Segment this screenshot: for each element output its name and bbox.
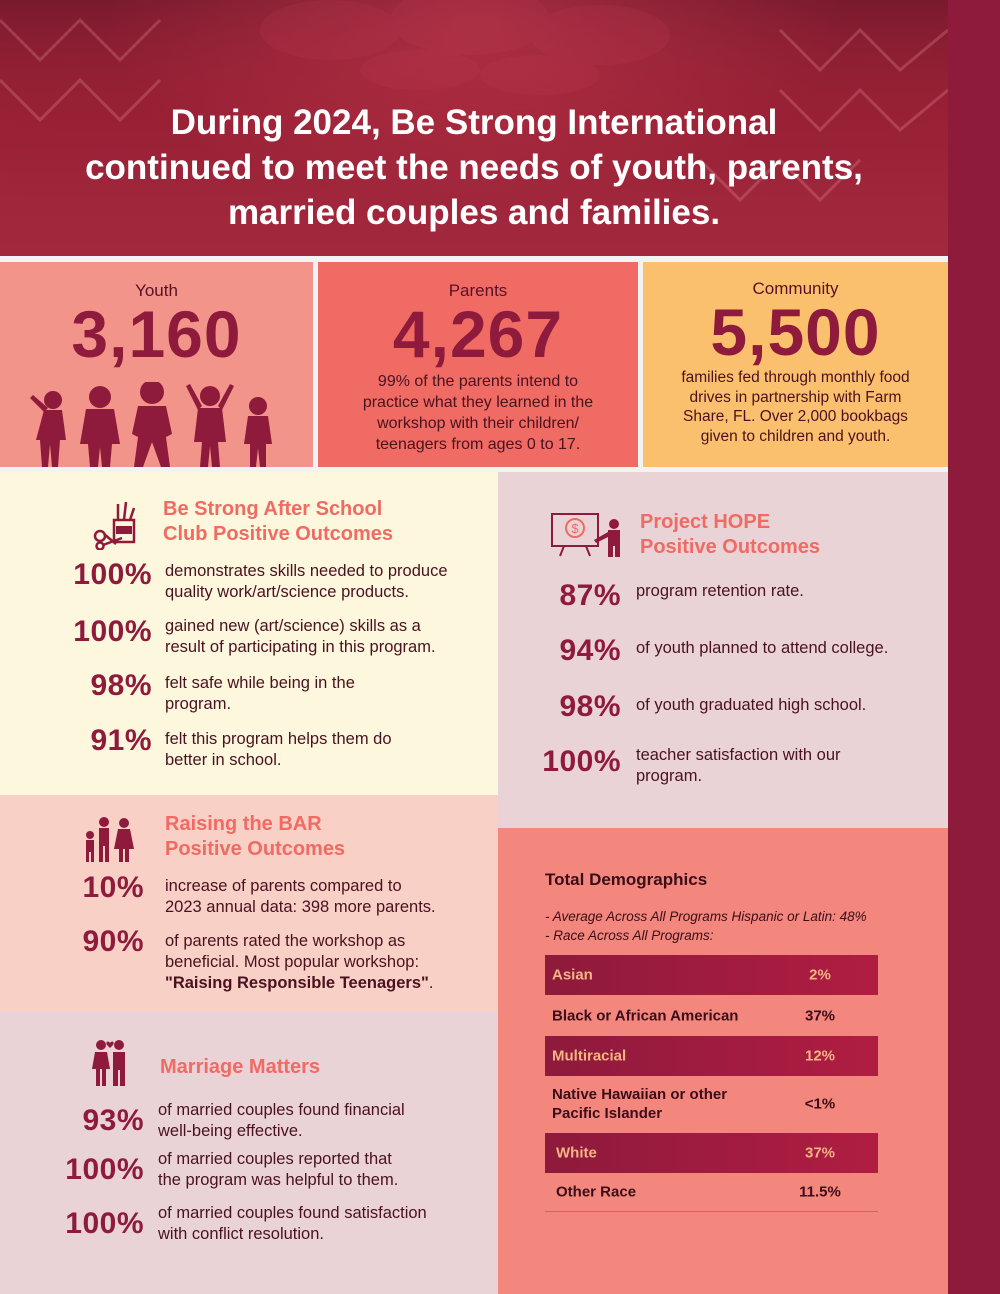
marriage-stat-line: of married couples reported that xyxy=(158,1150,392,1168)
community-desc-line: given to children and youth. xyxy=(700,427,891,445)
community-label: Community xyxy=(752,279,839,298)
demographics-row-name xyxy=(552,1085,727,1123)
hope-stat-text xyxy=(636,745,841,787)
club-stat-percent: 100% xyxy=(73,615,152,648)
bar-stat-text xyxy=(165,876,436,918)
demographics-row-value: 12% xyxy=(804,1047,836,1065)
parents-stat-box xyxy=(318,262,638,467)
marriage-stat-line: of married couples found financial xyxy=(158,1101,405,1119)
club-stat-text xyxy=(165,561,448,603)
community-desc-line: families fed through monthly food xyxy=(681,369,910,386)
demographics-row xyxy=(545,1080,878,1128)
marriage-stat-line: of married couples found satisfaction xyxy=(158,1204,427,1222)
hope-stat-text xyxy=(636,695,866,716)
community-desc-line: Share, FL. Over 2,000 bookbags xyxy=(683,408,908,425)
community-stat-box xyxy=(643,262,948,467)
club-stat-text xyxy=(165,616,436,658)
community-number: 5,500 xyxy=(710,295,881,369)
club-title-line: Club Positive Outcomes xyxy=(163,523,394,545)
bar-stat-percent: 90% xyxy=(82,925,144,958)
parents-desc-line: 99% of the parents intend to xyxy=(377,373,579,390)
hope-title-line: Project HOPE xyxy=(640,511,771,533)
marriage-stat-line: well-being effective. xyxy=(158,1122,303,1140)
demographics-row-name: Asian xyxy=(552,966,593,984)
demographics-row xyxy=(545,955,878,995)
demographics-row xyxy=(545,1036,878,1076)
bar-stat-percent: 10% xyxy=(82,871,144,904)
after-school-club-section xyxy=(0,472,498,795)
marriage-matters-section xyxy=(0,1011,498,1294)
hope-stat-line: of youth graduated high school. xyxy=(636,696,867,714)
club-stat-percent: 91% xyxy=(90,724,152,757)
demographics-title: Total Demographics xyxy=(545,870,708,889)
marriage-stat-text xyxy=(158,1100,405,1142)
club-stat-line: gained new (art/science) skills as a xyxy=(165,617,421,635)
marriage-stat-text xyxy=(158,1203,427,1245)
demographics-row-value: 2% xyxy=(809,966,831,984)
couple-icon xyxy=(92,1039,128,1087)
bar-section-title xyxy=(165,812,345,862)
hope-stat-text xyxy=(636,638,888,659)
bar-title-line: Positive Outcomes xyxy=(165,838,346,860)
demographics-section xyxy=(498,828,948,1294)
demographics-row-name: Black or African American xyxy=(552,1007,739,1025)
club-stat-line: felt this program helps them do xyxy=(165,730,392,748)
hope-stat-line: program retention rate. xyxy=(636,582,804,600)
club-stat-line: quality work/art/science products. xyxy=(165,583,409,601)
demographics-row-value: 37% xyxy=(804,1007,836,1025)
art-supplies-icon xyxy=(92,500,144,550)
hope-stat-line: teacher satisfaction with our xyxy=(636,746,841,764)
parents-desc-line: teenagers from ages 0 to 17. xyxy=(375,436,581,453)
club-stat-percent: 98% xyxy=(90,669,152,702)
hero-banner xyxy=(0,0,948,256)
bar-stat-line xyxy=(165,973,433,994)
bar-stat-line: 2023 annual data: 398 more parents. xyxy=(165,898,436,916)
bar-stat-line: beneficial. Most popular workshop: xyxy=(165,953,420,971)
marriage-section-title: Marriage Matters xyxy=(160,1056,321,1078)
hope-section-title xyxy=(640,510,820,560)
project-hope-section xyxy=(498,472,948,828)
club-title-line: Be Strong After School xyxy=(163,498,383,520)
demographics-row-name-line: Pacific Islander xyxy=(552,1105,663,1122)
demographics-row-value: 11.5% xyxy=(799,1183,841,1201)
presentation-icon xyxy=(550,512,628,558)
parents-number: 4,267 xyxy=(392,297,564,371)
parents-description xyxy=(338,371,618,455)
hero-title-line: During 2024, Be Strong International xyxy=(170,103,778,142)
parents-desc-line: workshop with their children/ xyxy=(377,415,579,432)
youth-stat-box xyxy=(0,262,313,467)
raising-the-bar-section xyxy=(0,795,498,1011)
club-stat-text xyxy=(165,729,392,771)
demographics-row-name: Other Race xyxy=(556,1183,637,1201)
hope-stat-line: program. xyxy=(636,767,703,785)
hero-title xyxy=(40,100,908,235)
club-stat-line: result of participating in this program. xyxy=(165,638,436,656)
hope-stat-percent: 100% xyxy=(542,745,621,778)
hope-title-line: Positive Outcomes xyxy=(640,536,821,558)
demographics-row xyxy=(545,1133,878,1173)
demographics-note: - Race Across All Programs: xyxy=(545,928,714,943)
hope-stat-percent: 98% xyxy=(559,690,621,723)
parents-desc-line: practice what they learned in the xyxy=(362,394,594,411)
bar-stat-punctuation: . xyxy=(428,974,434,992)
hero-title-line: continued to meet the needs of youth, parents, xyxy=(85,148,863,187)
demographics-row xyxy=(545,1172,878,1212)
family-icon xyxy=(80,817,136,863)
hope-stat-percent: 94% xyxy=(559,634,621,667)
bar-stat-line: of parents rated the workshop as xyxy=(165,932,406,950)
demographics-row-name: White xyxy=(556,1144,597,1162)
club-stat-text xyxy=(165,673,355,715)
community-desc-line: drives in partnership with Farm xyxy=(689,388,902,406)
demographics-row-name: Multiracial xyxy=(552,1047,627,1065)
hope-stat-line: of youth planned to attend college. xyxy=(636,639,889,657)
marriage-stat-percent: 100% xyxy=(65,1207,144,1240)
club-stat-percent: 100% xyxy=(73,558,152,591)
hero-title-line: married couples and families. xyxy=(227,193,721,232)
marriage-stat-line: the program was helpful to them. xyxy=(158,1171,399,1189)
marriage-stat-line: with conflict resolution. xyxy=(158,1225,324,1243)
marriage-stat-percent: 93% xyxy=(82,1104,144,1137)
hope-stat-percent: 87% xyxy=(559,579,621,612)
demographics-row xyxy=(545,996,878,1036)
right-accent-bar xyxy=(948,0,1000,1294)
bar-stat-text xyxy=(165,931,433,994)
svg-text:$: $ xyxy=(571,521,579,536)
demographics-row-value: <1% xyxy=(804,1095,836,1113)
demographics-note: - Average Across All Programs Hispanic or Latin: 48% xyxy=(545,909,867,924)
hope-stat-text xyxy=(636,581,804,602)
demographics-row-name-line: Native Hawaiian or other xyxy=(552,1086,728,1103)
community-description xyxy=(663,368,928,446)
bar-stat-line: increase of parents compared to xyxy=(165,877,402,895)
youth-label: Youth xyxy=(135,281,178,300)
club-stat-line: demonstrates skills needed to produce xyxy=(165,562,448,580)
marriage-stat-text xyxy=(158,1149,398,1191)
club-stat-line: better in school. xyxy=(165,751,282,769)
bar-title-line: Raising the BAR xyxy=(165,813,322,835)
club-stat-line: program. xyxy=(165,695,232,713)
parents-label: Parents xyxy=(448,281,508,300)
demographics-row-value: 37% xyxy=(804,1144,836,1162)
club-section-title xyxy=(163,497,393,547)
children-silhouettes-icon xyxy=(28,382,288,467)
demographics-divider xyxy=(545,1211,878,1212)
club-stat-line: felt safe while being in the xyxy=(165,674,355,692)
youth-number: 3,160 xyxy=(71,297,242,371)
popular-workshop-name: "Raising Responsible Teenagers" xyxy=(165,974,429,992)
marriage-stat-percent: 100% xyxy=(65,1153,144,1186)
